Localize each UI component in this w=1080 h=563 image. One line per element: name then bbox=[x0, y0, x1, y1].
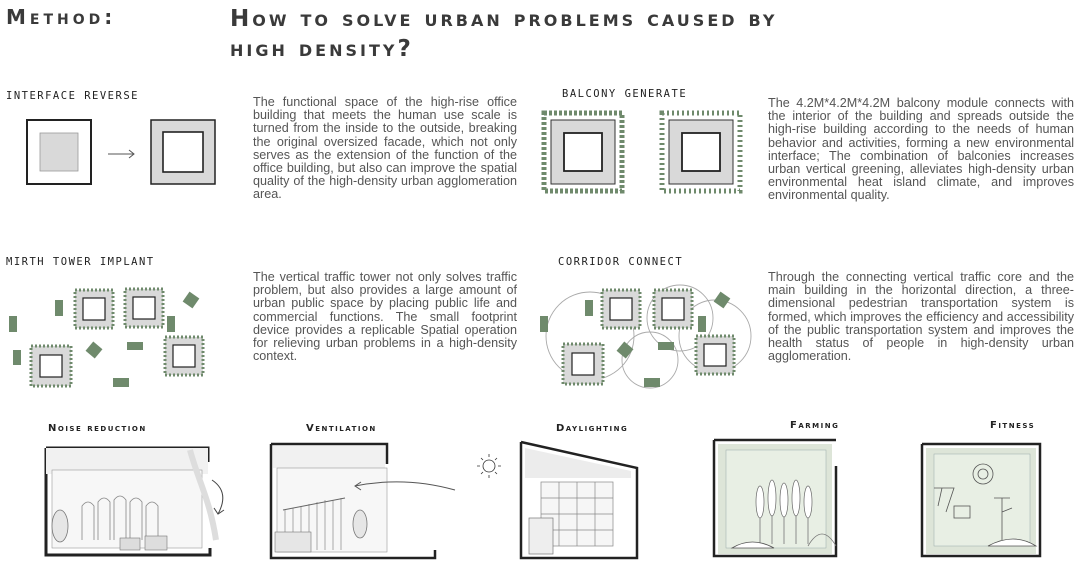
fitness-scene bbox=[918, 436, 1058, 562]
mirth-tower-diagram bbox=[0, 282, 230, 392]
sun-icon bbox=[477, 454, 501, 478]
scene-label-farming: Farming bbox=[790, 420, 840, 431]
balcony-module-2 bbox=[662, 113, 740, 191]
balcony-module-1 bbox=[544, 113, 622, 191]
ventilation-scene bbox=[265, 440, 465, 562]
interface-reverse-text: The functional space of the high-rise office building that meets the human use scale is turned from the inside to the outside, breaking the original oversized facade, which not only serves as the extension of the function of the office building, but also can improve the spatial quality of the high-density urban agglomeration area. bbox=[253, 95, 517, 202]
scene-label-daylighting: Daylighting bbox=[556, 423, 629, 434]
mirth-tower-text: The vertical traffic tower not only solves traffic problem, but also provides a large amount of urban public space by placing public life and commercial functions. The small footprint device provides a replicable Spatial operation for relieving urban problems in a high-density context. bbox=[253, 270, 517, 364]
section-title-corridor-connect: CORRIDOR CONNECT bbox=[558, 256, 684, 268]
daylighting-scene bbox=[475, 438, 655, 562]
page-title-line2: high density? bbox=[230, 36, 414, 62]
corridor-connect-text: Through the connecting vertical traffic core and the main building in the horizontal direction, a three-dimensional pedestrian transportation system is formed, which improves the efficiency and accessibility of the public transportation system and improves the health status of people in high-density urban agglomeration. bbox=[768, 270, 1074, 364]
noise-reduction-scene bbox=[40, 440, 240, 562]
scene-label-noise-reduction: Noise reduction bbox=[48, 423, 147, 434]
section-title-interface-reverse: INTERFACE REVERSE bbox=[6, 90, 139, 102]
scene-label-fitness: Fitness bbox=[990, 420, 1036, 431]
interface-reverse-diagram bbox=[26, 118, 226, 188]
page-title bbox=[230, 4, 1070, 64]
section-title-mirth-tower: MIRTH TOWER IMPLANT bbox=[6, 256, 155, 268]
section-title-balcony-generate: BALCONY GENERATE bbox=[562, 88, 688, 100]
farming-scene bbox=[712, 436, 852, 562]
balcony-generate-diagram bbox=[542, 110, 747, 195]
balcony-generate-text: The 4.2M*4.2M*4.2M balcony module connects with the interior of the building and spreads outside the high-rise building according to the needs of human behavior and activities, forming a new environmental interface; The combination of balconies increases urban vertical greening, alleviates high-density urban environmental heat island climate, and improves environmental quality. bbox=[768, 96, 1074, 203]
scene-label-ventilation: Ventilation bbox=[306, 423, 377, 434]
page-title-line1: How to solve urban problems caused by bbox=[230, 6, 778, 32]
corridor-connect-diagram bbox=[530, 278, 760, 393]
method-label: Method: bbox=[6, 5, 117, 29]
